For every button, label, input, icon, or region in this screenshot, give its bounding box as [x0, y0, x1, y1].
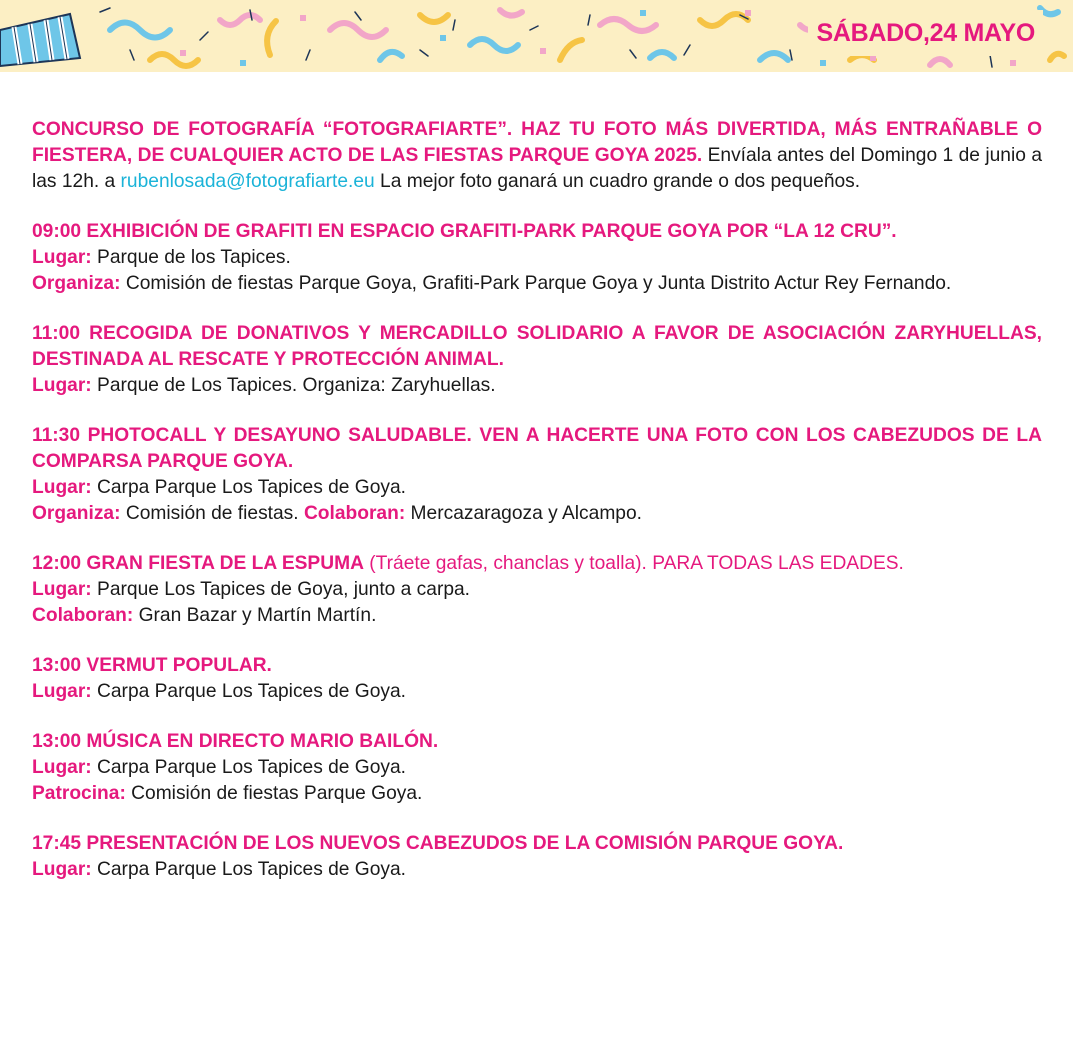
label-colaboran: Colaboran:: [303, 503, 406, 524]
label-lugar: Lugar:: [32, 859, 92, 880]
label-organiza: Organiza:: [32, 273, 121, 294]
collaborators-value: Mercazaragoza y Alcampo.: [405, 503, 642, 524]
label-lugar: Lugar:: [32, 757, 92, 778]
event-heading: 17:45 PRESENTACIÓN DE LOS NUEVOS CABEZUDOS DE LA COMISIÓN PARQUE GOYA.: [32, 833, 844, 854]
event-sponsor: [32, 781, 1042, 807]
place-value: Parque de los Tapices.: [91, 247, 291, 268]
sponsor-value: Comisión de fiestas Parque Goya.: [125, 783, 423, 804]
event-heading: 13:00 MÚSICA EN DIRECTO MARIO BAILÓN.: [32, 731, 439, 752]
event-item: [32, 831, 1042, 883]
contest-paragraph: [32, 117, 1042, 195]
date-title: SÁBADO,24 MAYO: [808, 10, 1043, 56]
contest-email-link[interactable]: rubenlosada@fotografiarte.eu: [120, 171, 375, 192]
event-item: [32, 729, 1042, 807]
label-organiza: Organiza:: [32, 503, 121, 524]
place-value: Parque de Los Tapices. Organiza: Zaryhuellas.: [91, 375, 496, 396]
contest-heading: CONCURSO DE FOTOGRAFÍA “FOTOGRAFIARTE”. HAZ TU FOTO MÁS DIVERTIDA, MÁS ENTRAÑABLE O FIESTERA, DE CUALQUIER ACTO DE LAS FIESTAS PARQUE GOYA 2025.: [32, 119, 1042, 166]
event-place: [32, 373, 1042, 399]
confetti-banner: [0, 0, 1073, 72]
place-value: Parque Los Tapices de Goya, junto a carpa.: [91, 579, 471, 600]
organizer-value: Comisión de fiestas.: [120, 503, 299, 524]
event-place: [32, 857, 1042, 883]
contest-text-before: Envíala antes del Domingo 1 de junio a las 12h. a: [32, 145, 1042, 192]
label-lugar: Lugar:: [32, 681, 92, 702]
place-value: Carpa Parque Los Tapices de Goya.: [91, 859, 406, 880]
event-collaborators: [32, 603, 1042, 629]
event-heading: 09:00 EXHIBICIÓN DE GRAFITI EN ESPACIO GRAFITI-PARK PARQUE GOYA POR “LA 12 CRU”.: [32, 221, 897, 242]
event-place: [32, 577, 1042, 603]
organizer-value: Comisión de fiestas Parque Goya, Grafiti-Park Parque Goya y Junta Distrito Actur Rey Fernando.: [120, 273, 952, 294]
label-colaboran: Colaboran:: [32, 605, 134, 626]
program-content: [32, 117, 1042, 907]
place-value: Carpa Parque Los Tapices de Goya.: [91, 681, 406, 702]
label-lugar: Lugar:: [32, 375, 92, 396]
event-item: [32, 653, 1042, 705]
event-place: [32, 245, 1042, 271]
place-value: Carpa Parque Los Tapices de Goya.: [91, 757, 406, 778]
place-value: Carpa Parque Los Tapices de Goya.: [91, 477, 406, 498]
label-lugar: Lugar:: [32, 477, 92, 498]
event-heading-note: (Tráete gafas, chanclas y toalla). PARA TODAS LAS EDADES.: [363, 553, 904, 574]
event-heading: 11:30 PHOTOCALL Y DESAYUNO SALUDABLE. VEN A HACERTE UNA FOTO CON LOS CABEZUDOS DE LA COMPARSA PARQUE GOYA.: [32, 425, 1042, 472]
event-organizer: [32, 501, 1042, 527]
label-patrocina: Patrocina:: [32, 783, 126, 804]
event-item: [32, 551, 1042, 629]
event-place: [32, 755, 1042, 781]
event-heading: 12:00 GRAN FIESTA DE LA ESPUMA: [32, 553, 364, 574]
event-place: [32, 475, 1042, 501]
event-item: [32, 219, 1042, 297]
event-heading: 11:00 RECOGIDA DE DONATIVOS Y MERCADILLO SOLIDARIO A FAVOR DE ASOCIACIÓN ZARYHUELLAS, DESTINADA AL RESCATE Y PROTECCIÓN ANIMAL.: [32, 323, 1042, 370]
event-item: [32, 321, 1042, 399]
event-organizer: [32, 271, 1042, 297]
label-lugar: Lugar:: [32, 579, 92, 600]
event-heading-line: [32, 551, 1042, 577]
event-item: [32, 423, 1042, 527]
label-lugar: Lugar:: [32, 247, 92, 268]
contest-text-after: La mejor foto ganará un cuadro grande o dos pequeños.: [374, 171, 861, 192]
event-heading: 13:00 VERMUT POPULAR.: [32, 655, 272, 676]
collaborators-value: Gran Bazar y Martín Martín.: [133, 605, 377, 626]
contest-block: [32, 117, 1042, 195]
party-horn-icon: [0, 14, 80, 66]
event-place: [32, 679, 1042, 705]
